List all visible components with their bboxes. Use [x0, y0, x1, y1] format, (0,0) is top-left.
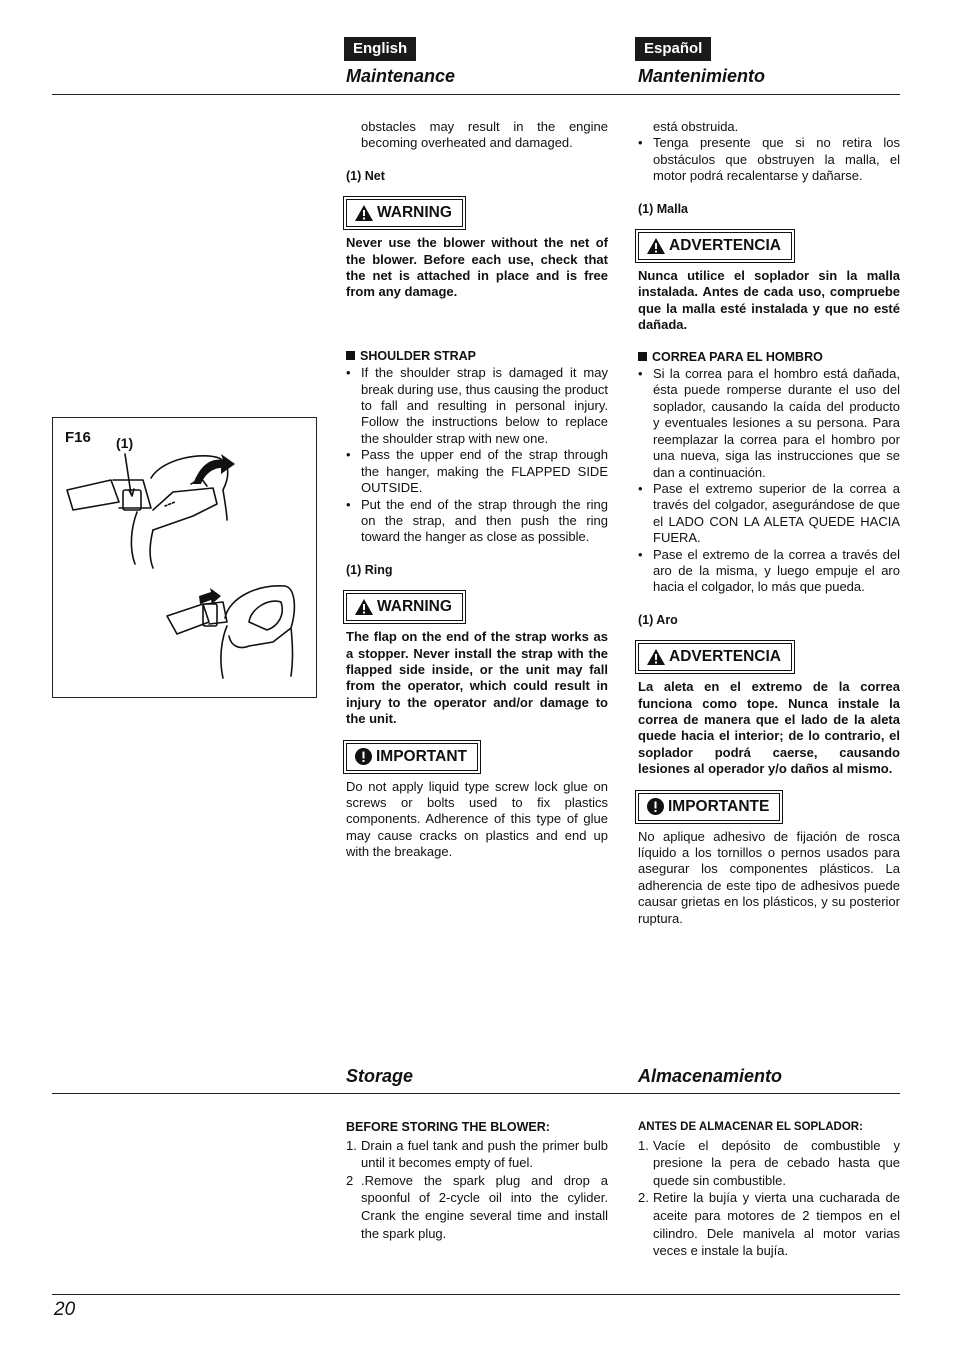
list-item: 1. Drain a fuel tank and push the primer bulb until it becomes empty of fuel.	[346, 1137, 608, 1171]
shoulder-strap-heading: SHOULDER STRAP	[346, 348, 608, 364]
warning-label: WARNING	[377, 598, 452, 616]
intro-list	[638, 135, 900, 184]
warning-text-2: The flap on the end of the strap works as a stopper. Never install the strap with the flapped side inside, or the unit may fall from the operator, which could result in injury to the operator and/or damage to the unit.	[346, 629, 608, 727]
list-item: 1. Vacíe el depósito de combustible y presione la pera de cebado hasta que quede sin combustible.	[638, 1137, 900, 1188]
net-label: (1) Malla	[638, 201, 689, 216]
exclamation-icon	[647, 798, 664, 815]
important-label: IMPORTANT	[376, 747, 467, 765]
warning-icon	[647, 238, 665, 254]
intro-text: está obstruida.	[653, 119, 739, 134]
maintenance-title: Maintenance	[346, 66, 456, 86]
storage-heading: BEFORE STORING THE BLOWER:	[346, 1120, 550, 1134]
header-rule	[52, 94, 900, 95]
square-bullet-icon	[346, 351, 355, 360]
ring-label: (1) Aro	[638, 612, 678, 627]
list-item: 2. Retire la bujía y vierta una cucharada de aceite para motores de 2 tiempos en el cilindro. Dele manivela al motor varias veces e instale la bujía.	[638, 1190, 900, 1259]
storage-spanish	[638, 1119, 900, 1260]
net-label: (1) Net	[346, 168, 385, 183]
figure-f16	[52, 417, 317, 698]
footer-rule	[52, 1294, 900, 1295]
list-item: 2 .Remove the spark plug and drop a spoonful of 2-cycle oil into the cylider. Crank the engine several time and install the spark plug.	[346, 1172, 608, 1241]
shoulder-strap-heading: CORREA PARA EL HOMBRO	[638, 349, 900, 365]
important-text: No aplique adhesivo de fijación de rosca líquido a los tornillos o pernos usados para asegurar los componentes plásticos. La adherencia de este tipo de adhesivos puede causar grietas en los plásticos, y su posterior ruptura.	[638, 828, 900, 926]
figure-label: F16	[65, 429, 91, 446]
warning-box-2	[638, 643, 900, 671]
warning-label: ADVERTENCIA	[669, 237, 781, 255]
square-bullet-icon	[638, 352, 647, 361]
strap-illustration	[53, 418, 316, 697]
strap-steps	[638, 366, 900, 596]
list-item: • Tenga presente que si no retira los obstáculos que obstruyen la malla, el motor podrá recalentarse y dañarse.	[638, 135, 900, 184]
intro-text: obstacles may result in the engine becoming overheated and damaged.	[361, 119, 608, 151]
spanish-tab: Español	[635, 37, 711, 61]
important-text: Do not apply liquid type screw lock glue on screws or bolts used to fix plastics components. Adherence of this type of glue may cause cracks on plastics and end up with the breakage.	[346, 778, 608, 860]
storage-english	[346, 1119, 608, 1242]
ring-label: (1) Ring	[346, 562, 393, 577]
figure-callout: (1)	[116, 435, 134, 451]
list-item: • If the shoulder strap is damaged it may break during use, thus causing the product to fall and resulting in personal injury. Follow the instructions below to replace the shoulder strap with new one.	[346, 365, 608, 447]
english-tab: English	[344, 37, 416, 61]
warning-label: WARNING	[377, 204, 452, 222]
warning-text-2: La aleta en el extremo de la correa funciona como tope. Nunca instale la correa de manera que el lado de la aleta quede hacia el interior; de lo contrario, el soplador podrá caerse, causando lesiones al operador y/o daños al mismo.	[638, 679, 900, 777]
warning-text: Never use the blower without the net of the blower. Before each use, check that the net is attached in place and is free from any damage.	[346, 235, 608, 300]
warning-box-2	[346, 593, 608, 621]
important-label: IMPORTANTE	[668, 797, 770, 815]
important-box	[638, 793, 900, 821]
warning-box	[638, 232, 900, 260]
important-box	[346, 743, 608, 771]
warning-icon	[355, 599, 373, 615]
spanish-column	[638, 119, 900, 927]
storage-title: Storage	[346, 1066, 414, 1086]
strap-steps	[346, 365, 608, 545]
storage-heading: ANTES DE ALMACENAR EL SOPLADOR:	[638, 1121, 863, 1133]
warning-box	[346, 199, 608, 227]
warning-text: Nunca utilice el soplador sin la malla instalada. Antes de cada uso, compruebe que la malla esté instalada y que no esté dañada.	[638, 268, 900, 333]
english-column	[346, 119, 608, 861]
list-item: • Pase el extremo superior de la correa a través del colgador, asegurándose de que el LADO CON LA ALETA QUEDE HACIA FUERA.	[638, 481, 900, 547]
page-number: 20	[54, 1299, 76, 1320]
storage-steps	[346, 1137, 608, 1243]
list-item: • Si la correa para el hombro está dañada, ésta puede romperse durante el uso del soplador, causando la caída del producto y eventuales lesiones a su persona. Para reemplazar la correa para el hombro por una nueva, siga las instrucciones que se dan a continuación.	[638, 366, 900, 481]
almacenamiento-title: Almacenamiento	[638, 1066, 783, 1086]
mantenimiento-title: Mantenimiento	[638, 66, 766, 86]
list-item: • Put the end of the strap through the ring on the strap, and then push the ring toward the hanger as close as possible.	[346, 497, 608, 546]
list-item: • Pass the upper end of the strap through the hanger, making the FLAPPED SIDE OUTSIDE.	[346, 447, 608, 496]
storage-rule	[52, 1093, 900, 1094]
storage-steps	[638, 1137, 900, 1260]
warning-icon	[355, 205, 373, 221]
warning-label: ADVERTENCIA	[669, 648, 781, 666]
warning-icon	[647, 649, 665, 665]
list-item: • Pase el extremo de la correa a través del aro de la misma, y luego empuje el aro hacia el colgador, lo más que pueda.	[638, 547, 900, 596]
exclamation-icon	[355, 748, 372, 765]
